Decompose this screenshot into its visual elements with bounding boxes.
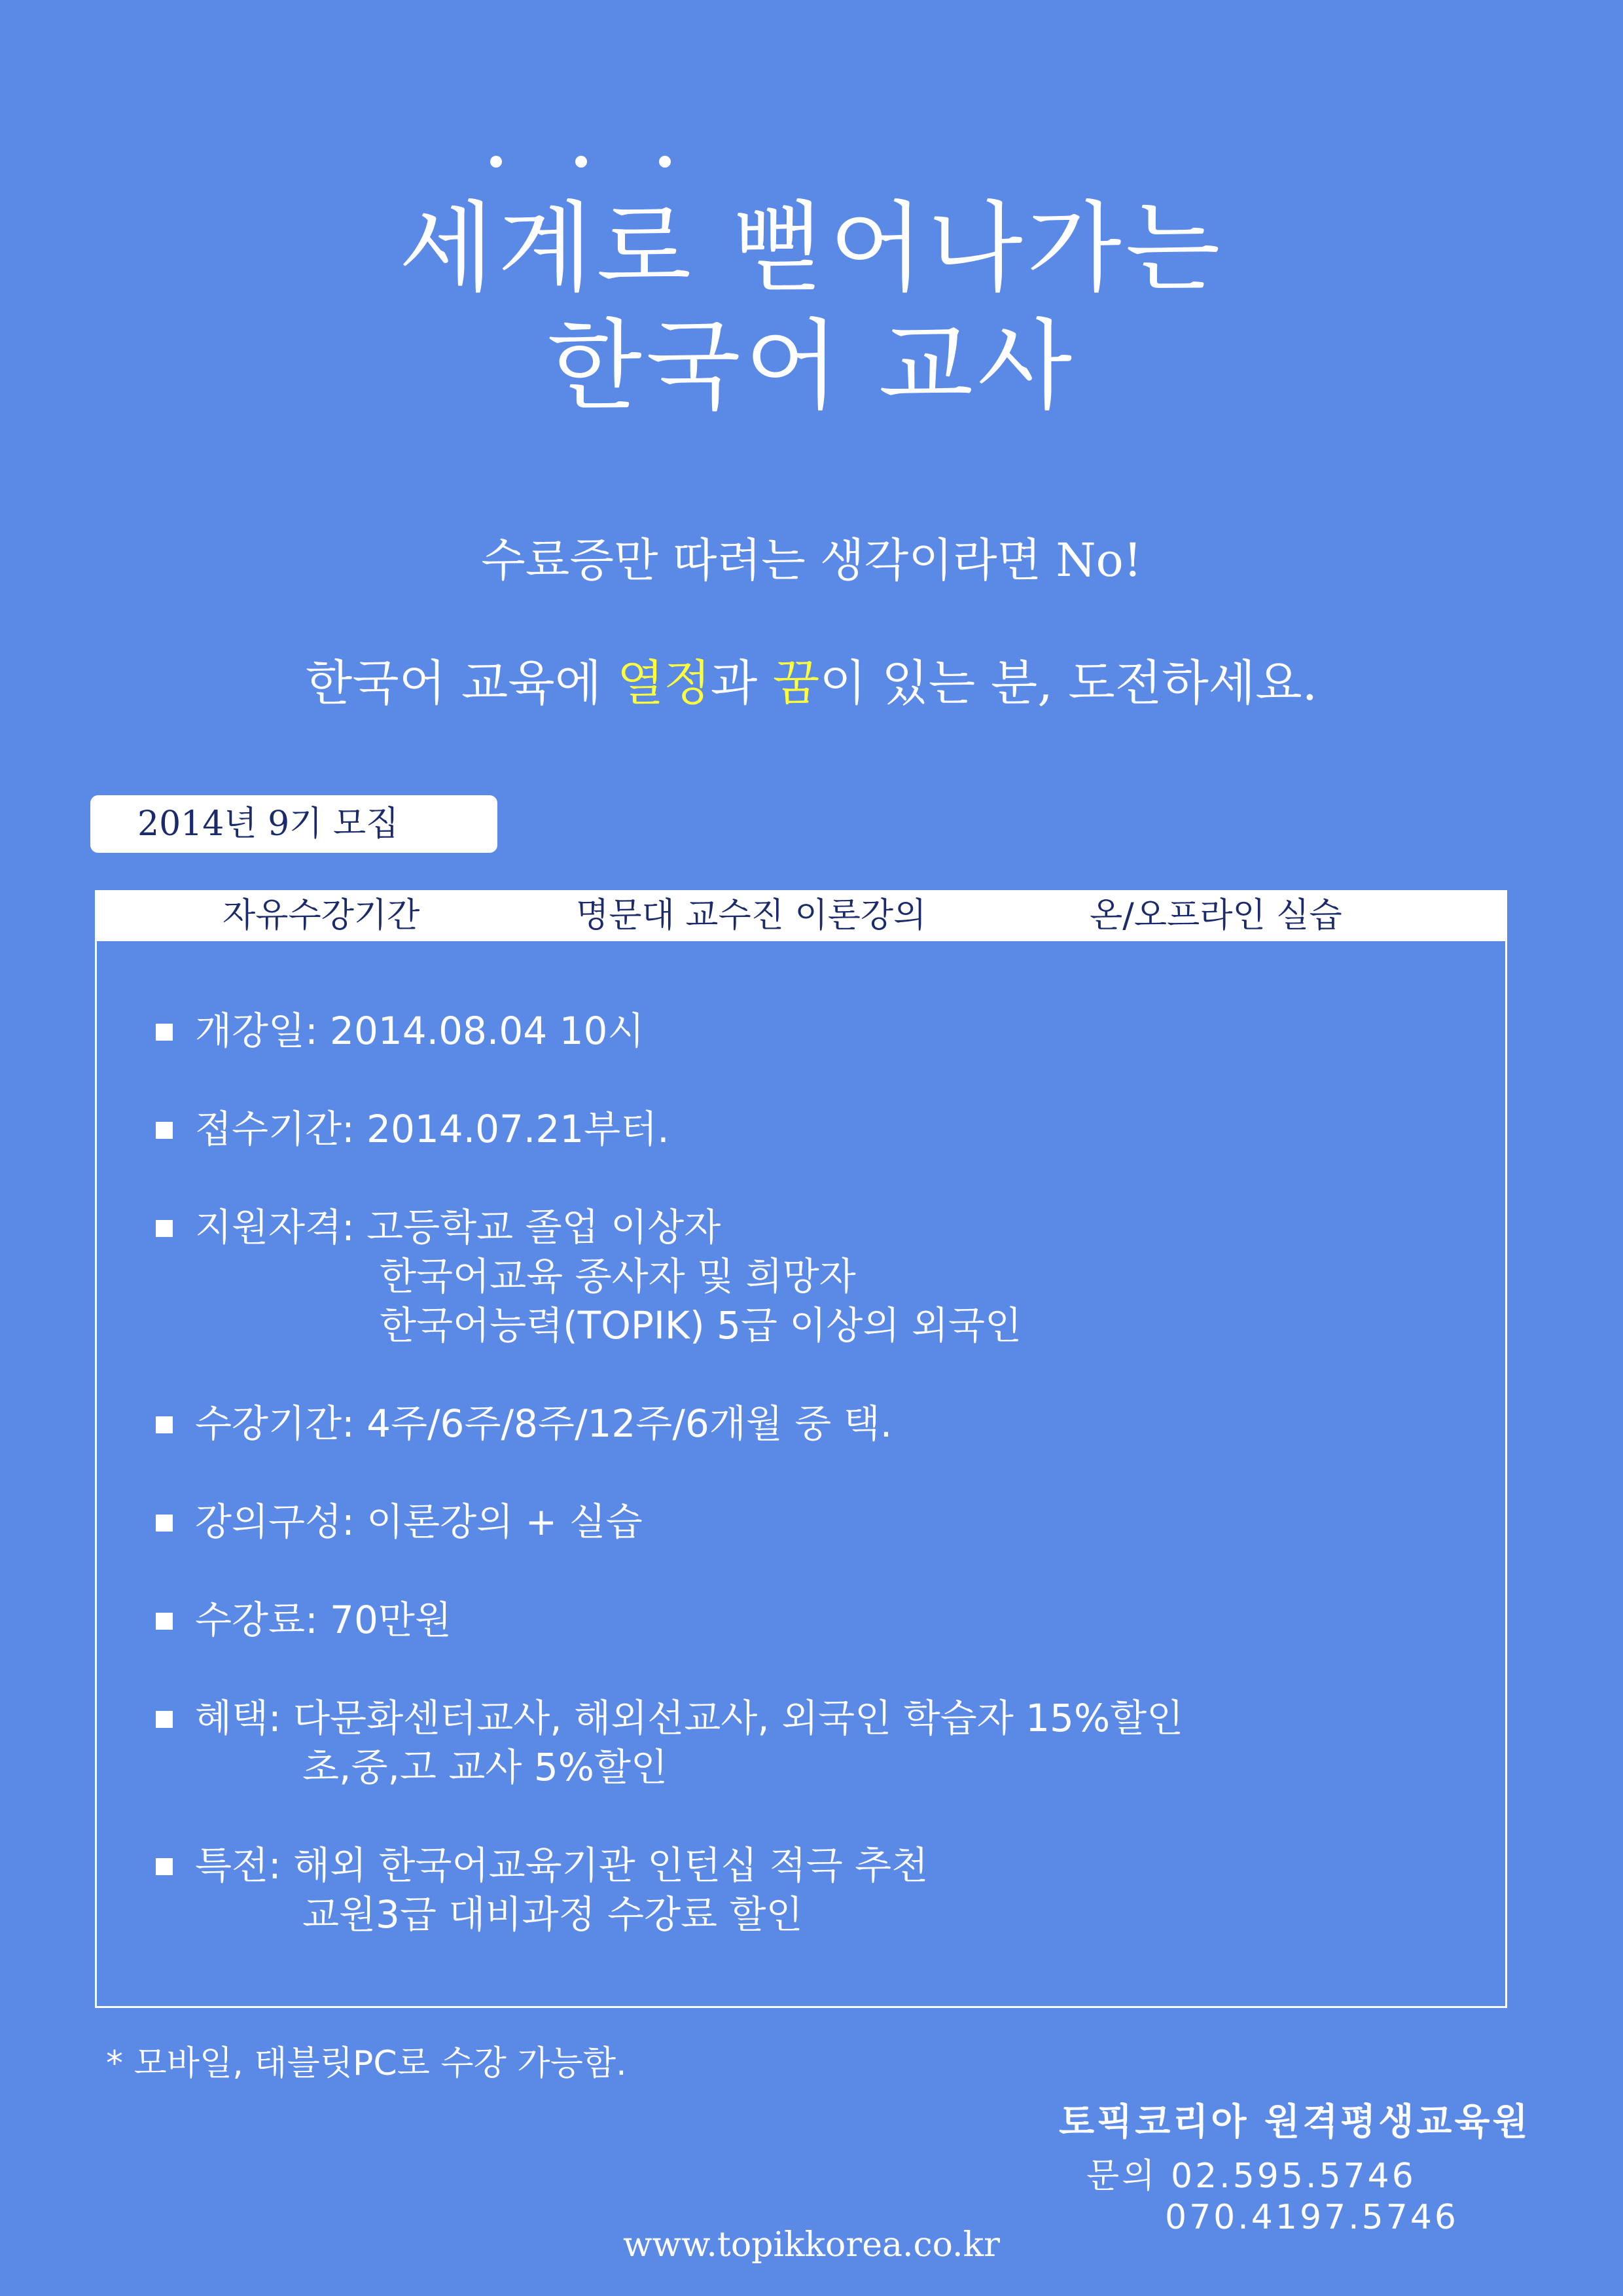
- mobile-note: * 모바일, 태블릿PC로 수강 가능함.: [106, 2044, 627, 2083]
- detail-benefits-line2: 초,중,고 교사 5%할인: [302, 1745, 668, 1789]
- contact-phone-1: 문의 02.595.5746: [1086, 2157, 1416, 2196]
- tagline-part1: 한국어 교육에: [305, 655, 617, 711]
- tagline-part3: 이 있는 분, 도전하세요.: [819, 655, 1318, 711]
- emphasis-dots: [0, 156, 1623, 175]
- subtitle: 수료증만 따려는 생각이라면 No!: [481, 533, 1142, 587]
- tagline-highlight-dream: 꿈: [772, 655, 820, 711]
- recruitment-badge: 2014년 9기 모집: [90, 795, 497, 853]
- tagline-highlight-passion: 열정: [616, 655, 711, 711]
- detail-special-line2: 교원3급 대비과정 수강료 할인: [302, 1892, 803, 1937]
- bullet-icon: [156, 1613, 173, 1630]
- organization-name: 토픽코리아 원격평생교육원: [1059, 2101, 1531, 2144]
- detail-benefits: 혜택: 다문화센터교사, 해외선교사, 외국인 학습자 15%할인: [156, 1694, 180, 1841]
- emphasis-dot: [575, 156, 587, 168]
- emphasis-dot: [490, 156, 502, 168]
- title-line-1: 세계로 뻗어나가는: [399, 192, 1224, 306]
- bullet-icon: [156, 1220, 173, 1237]
- detail-fee: 수강료: 70만원: [156, 1596, 180, 1743]
- bullet-icon: [156, 1858, 173, 1875]
- detail-eligibility-line2: 한국어교육 종사자 및 희망자: [380, 1254, 856, 1299]
- website-link[interactable]: www.topikkorea.co.kr: [623, 2225, 1000, 2265]
- feature-professor-lectures: 명문대 교수진 이론강의: [576, 896, 927, 935]
- tagline: [0, 645, 1623, 714]
- tagline-part2: 과: [710, 655, 773, 711]
- detail-application-period: 접수기간: 2014.07.21부터.: [156, 1105, 180, 1252]
- bullet-icon: [156, 1024, 173, 1041]
- details-box: [95, 890, 1507, 2008]
- emphasis-dot: [659, 156, 671, 168]
- detail-opening-date: 개강일: 2014.08.04 10시: [156, 1007, 180, 1154]
- feature-practice: 온/오프라인 실습: [1090, 896, 1342, 935]
- detail-eligibility: 지원자격: 고등학교 졸업 이상자: [156, 1203, 180, 1350]
- features-strip: [95, 890, 1507, 941]
- detail-composition: 강의구성: 이론강의 + 실습: [156, 1498, 180, 1645]
- title-line-2: 한국어 교사: [546, 310, 1077, 423]
- detail-duration: 수강기간: 4주/6주/8주/12주/6개월 중 택.: [156, 1399, 180, 1547]
- bullet-icon: [156, 1122, 173, 1139]
- bullet-icon: [156, 1711, 173, 1728]
- contact-phone-2: 070.4197.5746: [1165, 2198, 1459, 2237]
- detail-special: 특전: 해외 한국어교육기관 인턴십 적극 추천: [156, 1841, 180, 1988]
- feature-free-period: 자유수강기간: [223, 896, 420, 935]
- bullet-icon: [156, 1515, 173, 1532]
- bullet-icon: [156, 1416, 173, 1433]
- detail-eligibility-line3: 한국어능력(TOPIK) 5급 이상의 외국인: [380, 1303, 1022, 1348]
